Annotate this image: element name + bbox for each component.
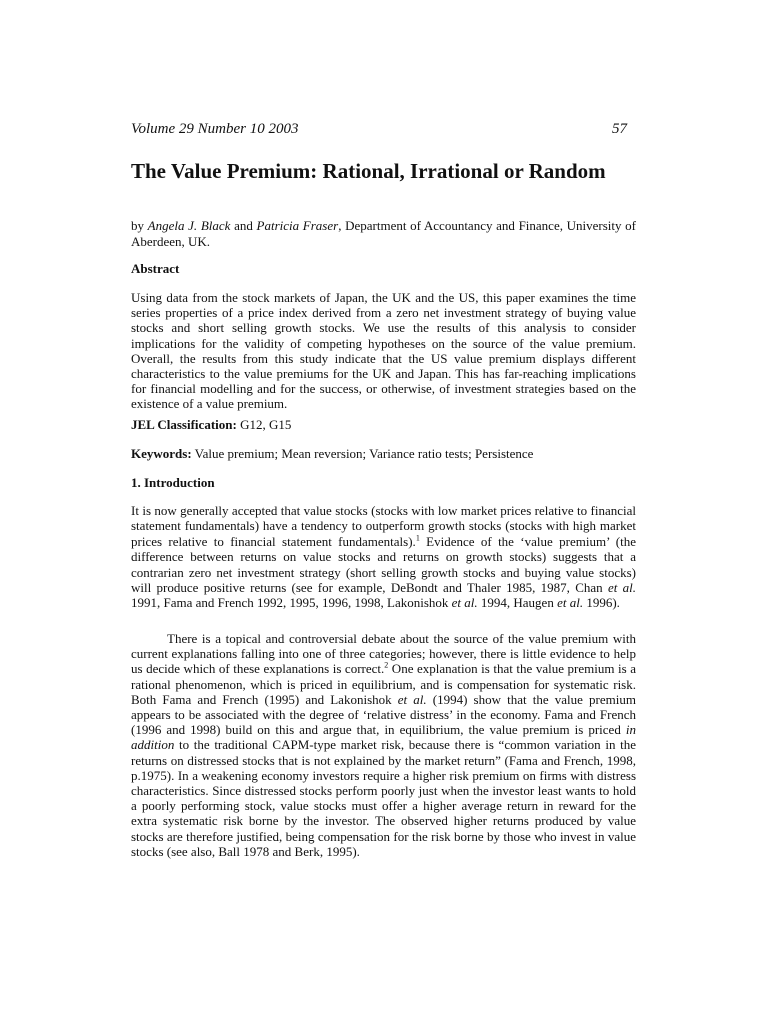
p1-text-d: 1994, Haugen: [477, 595, 558, 611]
p2-text-c: (1994) show that the value premium appears to be associated with the degree of ‘relative distress’ in the economy. Fama and French (1996 and 1998) build on this and argue that, in equilibrium, the value premium is priced: [131, 691, 636, 738]
et-al: et al.: [451, 595, 478, 611]
byline-and: and: [230, 218, 257, 233]
p1-text-e: 1996).: [583, 595, 620, 611]
author-1: Angela J. Black: [147, 218, 231, 233]
byline-prefix: by: [131, 218, 148, 233]
affiliation: , Department of Accountancy and Finance, University of Aberdeen, UK.: [131, 218, 637, 249]
journal-volume: Volume 29 Number 10 2003: [131, 121, 299, 137]
et-al: et al.: [397, 691, 427, 707]
jel-label: JEL Classification:: [131, 417, 237, 432]
footnote-1-marker: 1: [415, 533, 420, 543]
jel-classification: [131, 417, 291, 433]
p1-text-c: 1991, Fama and French 1992, 1995, 1996, 1998, Lakonishok: [131, 595, 452, 611]
section-heading-introduction: 1. Introduction: [131, 475, 215, 490]
page-number: 57: [612, 121, 627, 137]
p1-text-b: Evidence of the ‘value premium’ (the difference between returns on value stocks and returns on growth stocks) suggests that a contrarian zero net investment strategy (short selling growth stocks and buying value stocks) will produce positive returns (see for example, DeBondt and Thaler 1985, 1987, Chan: [131, 533, 636, 596]
author-2: Patricia Fraser: [256, 218, 339, 233]
et-al: et al.: [607, 580, 636, 596]
keywords: [131, 446, 533, 462]
byline: [131, 218, 636, 250]
paper-title: The Value Premium: Rational, Irrational or Random: [131, 159, 606, 183]
p2-text-a: There is a topical and controversial debate about the source of the value premium with current explanations falling into one of three categories; however, there is little evidence to help us decide which of these explanations is correct.: [131, 631, 636, 677]
p2-text-b: One explanation is that the value premium is a rational phenomenon, which is priced in equilibrium, and is compensation for systematic risk. Both Fama and French (1995) and Lakonishok: [131, 661, 636, 707]
abstract-heading: Abstract: [131, 261, 180, 276]
footnote-2-marker: 2: [384, 661, 389, 671]
abstract-text: Using data from the stock markets of Japan, the UK and the US, this paper examines the time series properties of a price index derived from a zero net investment strategy of buying value stocks and short selling growth stocks. We use the results of this analysis to consider implications for the validity of competing hypotheses on the source of the value premium. Overall, the results from this study indicate that the US value premium displays different characteristics to the value premiums for the UK and Japan. This has far-reaching implications for financial modelling and for the success, or otherwise, of investment strategies based on the existence of a value premium.: [131, 290, 636, 412]
keywords-value: Value premium; Mean reversion; Variance ratio tests; Persistence: [191, 446, 534, 461]
p2-text-d: to the traditional CAPM-type market risk, because there is “common variation in the returns on distressed stocks that is not explained by the market return” (Fama and French, 1998, p.1975). In a weakening economy investors require a higher risk premium on firms with distress characteristics. Since distressed stocks perform poorly just when the investor least wants to hold a poorly performing stock, value stocks must offer a higher average return in reward for the extra systematic risk borne by the investor. The observed higher returns produced by value stocks are therefore justified, being compensation for the risk borne by those who invest in value stocks (see also, Ball 1978 and Berk, 1995).: [131, 737, 636, 859]
intro-paragraph-1: [131, 503, 636, 611]
et-al: et al.: [557, 595, 584, 611]
intro-paragraph-2: [131, 631, 636, 859]
jel-value: G12, G15: [236, 417, 292, 432]
keywords-label: Keywords:: [131, 446, 192, 461]
p1-text-a: It is now generally accepted that value stocks (stocks with low market prices relative to financial statement fundamentals) have a tendency to outperform growth stocks (stocks with high market prices relative to financial statement fundamentals).: [131, 503, 636, 549]
in-addition-emphasis: in addition: [131, 722, 636, 753]
running-header: [131, 121, 627, 138]
